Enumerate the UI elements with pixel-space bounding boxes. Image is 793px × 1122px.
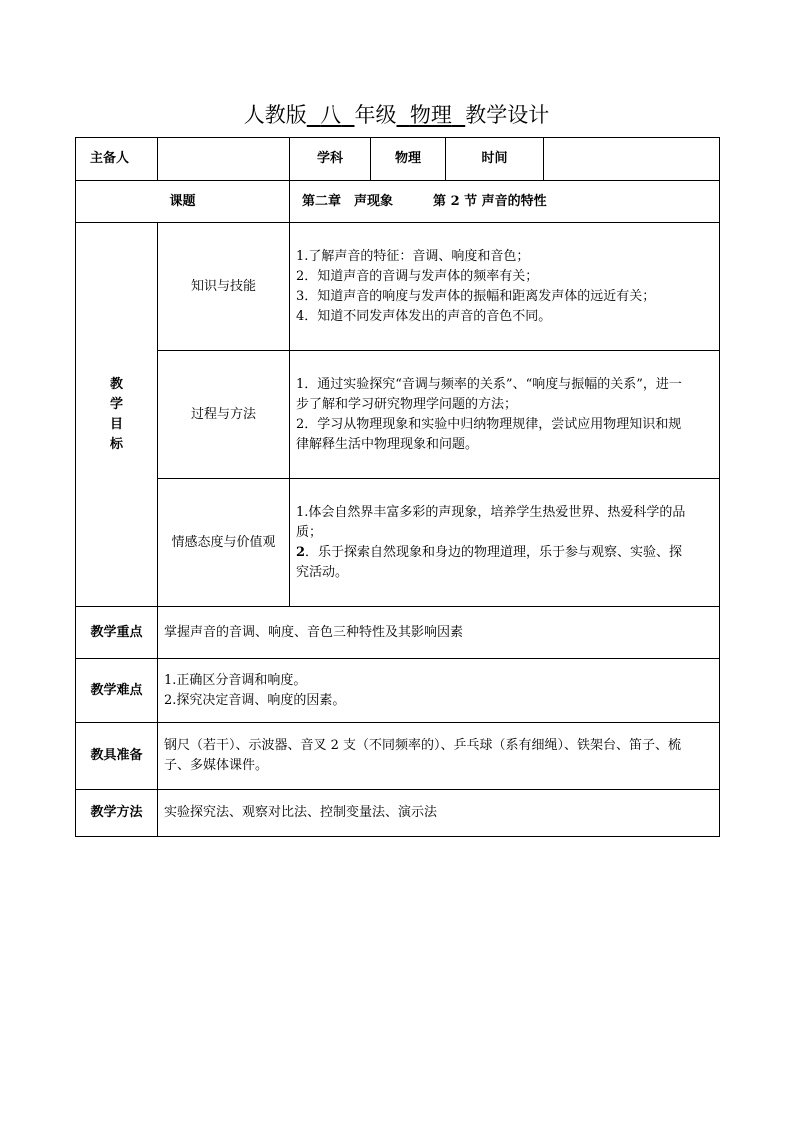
list-item: 2.探究决定音调、响度的因素。 <box>164 692 346 708</box>
title-grade-suffix: 年级 <box>354 103 397 127</box>
process-label: 过程与方法 <box>158 351 290 479</box>
header-row <box>76 138 720 181</box>
knowledge-items <box>290 223 720 351</box>
topic-section-prefix: 第 <box>433 193 447 209</box>
list-item: 2．知道声音的音调与发声体的频率有关； <box>296 268 539 284</box>
list-item: 4．知道不同发声体发出的声音的音色不同。 <box>296 308 552 324</box>
text-line: 子、多媒体课件。 <box>164 758 269 773</box>
difficulties-label: 教学难点 <box>76 659 158 723</box>
materials-label: 教具准备 <box>76 723 158 790</box>
objective-knowledge-row <box>76 223 720 351</box>
methods-row <box>76 790 720 837</box>
text-line: 质； <box>296 524 323 540</box>
title-subject: 物理 <box>409 103 452 127</box>
title-grade: 八 <box>320 103 342 127</box>
methods-label: 教学方法 <box>76 790 158 837</box>
topic-value <box>290 181 720 223</box>
topic-label: 课题 <box>76 181 290 223</box>
text-line: 2．学习从物理现象和实验中归纳物理规律，尝试应用物理知识和规 <box>296 416 682 432</box>
difficulties-row <box>76 659 720 723</box>
text-line: 律解释生活中物理现象和问题。 <box>296 436 479 452</box>
key-points-row <box>76 607 720 659</box>
subject-label: 学科 <box>290 138 371 181</box>
materials-text <box>158 723 720 790</box>
text-line: 钢尺（若干）、示波器、音叉 2 支（不同频率的）、乒乓球（系有细绳）、铁架台、笛子、梳 <box>164 738 682 753</box>
time-value <box>544 138 720 181</box>
document-title <box>0 100 793 130</box>
materials-row <box>76 723 720 790</box>
attitude-items <box>290 479 720 607</box>
objectives-label: 教 学 目 标 <box>76 223 158 607</box>
objective-process-row <box>76 351 720 479</box>
methods-text: 实验探究法、观察对比法、控制变量法、演示法 <box>158 790 720 837</box>
topic-chapter: 第二章 声现象 <box>302 193 394 209</box>
text-line: 1．通过实验探究“音调与频率的关系”、“响度与振幅的关系”，进一 <box>296 376 682 392</box>
topic-section-suffix: 节 声音的特性 <box>464 193 547 209</box>
attitude-label: 情感态度与价值观 <box>158 479 290 607</box>
preparer-label: 主备人 <box>76 138 158 181</box>
time-label: 时间 <box>446 138 544 181</box>
text-line: 1.体会自然界丰富多彩的声现象，培养学生热爱世界、热爱科学的品 <box>296 504 686 520</box>
list-item: 1.了解声音的特征：音调、响度和音色； <box>296 248 530 264</box>
preparer-value <box>158 138 290 181</box>
knowledge-label: 知识与技能 <box>158 223 290 351</box>
list-item: 3．知道声音的响度与发声体的振幅和距离发声体的远近有关； <box>296 288 656 304</box>
topic-section-number: 2 <box>450 193 460 209</box>
text-line: 步了解和学习研究物理学问题的方法； <box>296 396 518 412</box>
difficulties-items <box>158 659 720 723</box>
title-prefix: 人教版 <box>243 103 307 127</box>
key-points-text: 掌握声音的音调、响度、音色三种特性及其影响因素 <box>158 607 720 659</box>
lesson-plan-table <box>75 137 720 837</box>
text-line: 究活动。 <box>296 564 349 580</box>
key-points-label: 教学重点 <box>76 607 158 659</box>
list-item: 1.正确区分音调和响度。 <box>164 672 307 688</box>
subject-value: 物理 <box>371 138 446 181</box>
objective-attitude-row <box>76 479 720 607</box>
topic-row <box>76 181 720 223</box>
title-suffix: 教学设计 <box>465 103 550 127</box>
process-items <box>290 351 720 479</box>
text-line: 2．乐于探索自然现象和身边的物理道理，乐于参与观察、实验、探 <box>296 544 683 560</box>
